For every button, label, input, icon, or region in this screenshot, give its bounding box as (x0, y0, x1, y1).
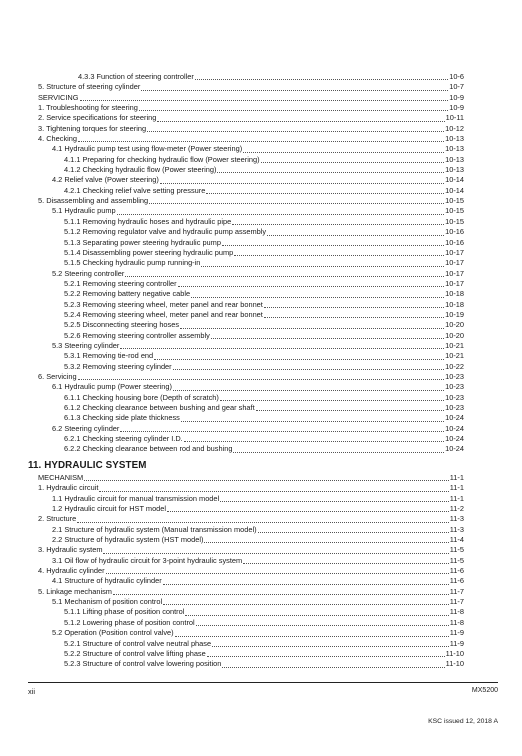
toc-entry-title: 5.2.5 Disconnecting steering hoses (64, 320, 180, 330)
toc-entry (38, 269, 464, 279)
dot-leader (233, 451, 444, 453)
toc-entry-title: 3. Tightening torques for steering (38, 123, 147, 133)
toc-entry-title: 4.1 Structure of hydraulic cylinder (52, 576, 162, 586)
dot-leader (195, 78, 448, 80)
dot-leader (78, 140, 444, 142)
toc-entry (38, 434, 464, 444)
toc-entry (38, 659, 464, 669)
toc-entry-page: 10-17 (445, 268, 464, 278)
toc-entry-title: 5.1.3 Separating power steering hydraulic pump (64, 237, 221, 247)
toc-entry-page: 10-14 (445, 185, 464, 195)
toc-entry-title: 5.3 Steering cylinder (52, 340, 120, 350)
toc-entry (38, 155, 464, 165)
toc-entry-page: 11-8 (449, 617, 464, 627)
toc-entry-page: 10-23 (445, 371, 464, 381)
toc-entry-page: 10-11 (445, 113, 464, 123)
dot-leader (211, 337, 444, 339)
toc-entry (38, 525, 464, 535)
toc-entry-title: 4. Checking (38, 134, 78, 144)
toc-entry-title: 5.2.2 Removing battery negative cable (64, 289, 191, 299)
toc-entry-page: 10-15 (445, 206, 464, 216)
toc-entry (38, 514, 464, 524)
toc-entry-page: 11-6 (449, 576, 464, 586)
dot-leader (173, 368, 444, 370)
toc-entry-page: 10-12 (445, 123, 464, 133)
dot-leader (243, 562, 449, 564)
toc-entry-title: 4. Hydraulic cylinder (38, 566, 105, 576)
toc-entry-title: 2. Service specifications for steering (38, 113, 157, 123)
toc-entry (38, 258, 464, 268)
toc-entry-page: 11-9 (449, 638, 464, 648)
dot-leader (80, 99, 449, 101)
toc-entry-title: 5.3.2 Removing steering cylinder (64, 361, 172, 371)
dot-leader (139, 109, 448, 111)
toc-entry-page: 10-13 (445, 154, 464, 164)
toc-entry-title: 4.1.2 Checking hydraulic flow (Power steering) (64, 165, 217, 175)
toc-entry-title: 2.1 Structure of hydraulic system (Manual transmission model) (52, 524, 257, 534)
footer-issue-info: KSC issued 12, 2018 A (428, 718, 498, 725)
toc-entry-title: 6.2.2 Checking clearance between rod and bushing (64, 444, 233, 454)
toc-entry (38, 424, 464, 434)
toc-entry-page: 10-14 (445, 175, 464, 185)
dot-leader (217, 171, 444, 173)
dot-leader (141, 89, 448, 91)
toc-entry (38, 382, 464, 392)
toc-entry-page: 11-8 (449, 607, 464, 617)
toc-entry-title: 5.1.2 Lowering phase of position control (64, 617, 195, 627)
dot-leader (117, 213, 444, 215)
toc-entry-page: 11-7 (449, 586, 464, 596)
dot-leader (167, 510, 449, 512)
toc-entry-title: 5.1.5 Checking hydraulic pump running-in (64, 258, 201, 268)
toc-entry-title: 5.1.4 Disassembling power steering hydraulic pump (64, 247, 234, 257)
dot-leader (163, 603, 449, 605)
toc-entry-title: 1.2 Hydraulic circuit for HST model (52, 504, 167, 514)
toc-entry (38, 289, 464, 299)
toc-entry (38, 649, 464, 659)
toc-entry (38, 483, 464, 493)
toc-entry (38, 279, 464, 289)
toc-entry (38, 504, 464, 514)
dot-leader (84, 479, 449, 481)
toc-entry (38, 413, 464, 423)
toc-entry-page: 10-16 (445, 237, 464, 247)
toc-entry (38, 618, 464, 628)
toc-entry-title: 5.1.1 Lifting phase of position control (64, 607, 185, 617)
toc-entry (38, 494, 464, 504)
toc-entry-title: 4.1.1 Preparing for checking hydraulic flow (Power steering) (64, 154, 260, 164)
toc-entry-page: 10-15 (445, 216, 464, 226)
dot-leader (157, 120, 444, 122)
footer-divider (28, 682, 498, 683)
toc-entry (38, 248, 464, 258)
toc-entry-title: 5.2 Steering controller (52, 268, 125, 278)
dot-leader (160, 182, 444, 184)
dot-leader (232, 223, 444, 225)
toc-entry-page: 10-17 (445, 247, 464, 257)
toc-entry-title: 1.1 Hydraulic circuit for manual transmission model (52, 493, 220, 503)
toc-entry-title: 5.2 Operation (Position control valve) (52, 628, 174, 638)
toc-entry-page: 10-22 (445, 361, 464, 371)
toc-entry (38, 587, 464, 597)
toc-entry (38, 103, 464, 113)
toc-entry (38, 196, 464, 206)
section-heading: 11. HYDRAULIC SYSTEM (28, 460, 147, 471)
dot-leader (180, 327, 444, 329)
toc-entry-page: 10-18 (445, 289, 464, 299)
dot-leader (178, 285, 445, 287)
dot-leader (267, 234, 444, 236)
toc-entry-page: 10-23 (445, 392, 464, 402)
toc-entry-title: 6.1.3 Checking side plate thickness (64, 413, 180, 423)
toc-entry-title: 6.2.1 Checking steering cylinder I.D. (64, 434, 183, 444)
toc-entry-title: SERVICING (38, 92, 79, 102)
dot-leader (256, 409, 444, 411)
footer-model: MX5200 (471, 687, 498, 694)
dot-leader (99, 490, 448, 492)
toc-entry (38, 362, 464, 372)
toc-entry-title: 4.2.1 Checking relief valve setting pressure (64, 185, 206, 195)
dot-leader (222, 666, 444, 668)
toc-entry-page: 11-6 (449, 566, 464, 576)
toc-entry-title: 5.2.1 Removing steering controller (64, 278, 177, 288)
toc-entry-title: 5.1 Mechanism of position control (52, 597, 163, 607)
dot-leader (207, 655, 445, 657)
toc-entry-page: 10-19 (445, 309, 464, 319)
toc-entry (38, 227, 464, 237)
dot-leader (258, 531, 449, 533)
toc-entry-page: 11-1 (449, 473, 464, 482)
toc-entry-page: 10-24 (445, 434, 464, 444)
toc-entry (38, 186, 464, 196)
toc-entry-page: 10-21 (445, 340, 464, 350)
toc-entry-page: 10-24 (445, 444, 464, 454)
dot-leader (154, 358, 444, 360)
toc-list-steering (38, 72, 464, 455)
toc-entry (38, 300, 464, 310)
toc-entry (38, 217, 464, 227)
toc-entry (38, 597, 464, 607)
dot-leader (106, 572, 449, 574)
toc-entry-page: 10-23 (445, 382, 464, 392)
dot-leader (222, 244, 444, 246)
toc-entry-title: 5.2.1 Structure of control valve neutral phase (64, 638, 212, 648)
toc-entry-title: 1. Hydraulic circuit (38, 483, 99, 493)
toc-entry-title: 5.3.1 Removing tie-rod end (64, 351, 154, 361)
toc-entry-title: 6.1 Hydraulic pump (Power steering) (52, 382, 172, 392)
toc-entry-page: 10-7 (449, 82, 464, 92)
dot-leader (184, 440, 444, 442)
toc-entry-title: 1. Troubleshooting for steering (38, 103, 138, 113)
dot-leader (243, 151, 444, 153)
dot-leader (220, 500, 449, 502)
toc-entry (38, 175, 464, 185)
toc-entry-title: 6.1.2 Checking clearance between bushing and gear shaft (64, 403, 255, 412)
dot-leader (234, 254, 444, 256)
toc-entry (38, 206, 464, 216)
toc-entry-page: 10-16 (445, 227, 464, 237)
dot-leader (196, 624, 449, 626)
toc-entry (38, 72, 464, 82)
dot-leader (264, 316, 444, 318)
toc-entry (38, 545, 464, 555)
toc-entry-page: 11-1 (449, 483, 464, 493)
toc-entry (38, 535, 464, 545)
toc-entry-page: 11-4 (449, 535, 464, 545)
toc-entry-title: 5.2.2 Structure of control valve lifting phase (64, 648, 206, 658)
toc-entry (38, 165, 464, 175)
toc-entry-title: 6.2 Steering cylinder (52, 423, 120, 433)
toc-entry-page: 10-13 (445, 144, 464, 154)
toc-entry-title: 6.1.1 Checking housing bore (Depth of scratch) (64, 392, 219, 402)
toc-entry-title: 4.1 Hydraulic pump test using flow-meter (Power steering) (52, 144, 243, 154)
toc-entry (38, 341, 464, 351)
toc-entry-title: 4.2 Relief valve (Power steering) (52, 175, 159, 185)
dot-leader (201, 265, 444, 267)
toc-entry-title: 5.1.2 Removing regulator valve and hydraulic pump assembly (64, 227, 267, 237)
dot-leader (147, 130, 444, 132)
toc-entry-title: MECHANISM (38, 473, 84, 482)
dot-leader (149, 202, 444, 204)
toc-entry-page: 11-5 (449, 555, 464, 565)
toc-entry-title: 4.3.3 Function of steering controller (78, 72, 194, 81)
toc-entry-page: 10-15 (445, 196, 464, 206)
toc-entry-title: 2. Structure (38, 514, 77, 524)
toc-entry-title: 5. Structure of steering cylinder (38, 82, 141, 92)
toc-entry (38, 403, 464, 413)
dot-leader (175, 635, 449, 637)
toc-entry (38, 351, 464, 361)
dot-leader (220, 399, 444, 401)
toc-entry (38, 310, 464, 320)
toc-entry (38, 473, 464, 483)
toc-entry-page: 11-2 (449, 504, 464, 514)
toc-entry-page: 10-18 (445, 299, 464, 309)
toc-entry-title: 5. Disassembling and assembling (38, 196, 149, 206)
toc-entry (38, 393, 464, 403)
dot-leader (206, 192, 444, 194)
toc-entry (38, 639, 464, 649)
toc-entry-page: 11-3 (449, 514, 464, 524)
dot-leader (103, 552, 448, 554)
dot-leader (78, 378, 444, 380)
toc-entry-page: 10-20 (445, 320, 464, 330)
toc-entry-title: 2.2 Structure of hydraulic system (HST model) (52, 535, 204, 545)
toc-entry-title: 3.1 Oil flow of hydraulic circuit for 3-point hydraulic system (52, 555, 243, 565)
toc-entry-page: 10-24 (445, 413, 464, 423)
toc-entry (38, 93, 464, 103)
toc-entry-page: 10-13 (445, 165, 464, 175)
toc-entry (38, 576, 464, 586)
toc-entry-page: 11-7 (449, 597, 464, 607)
dot-leader (163, 583, 449, 585)
toc-entry (38, 113, 464, 123)
dot-leader (77, 521, 449, 523)
toc-entry-page: 10-21 (445, 351, 464, 361)
toc-entry-title: 5. Linkage mechanism (38, 586, 112, 596)
toc-entry (38, 566, 464, 576)
toc-entry-page: 11-3 (449, 524, 464, 534)
toc-entry (38, 372, 464, 382)
dot-leader (212, 645, 449, 647)
toc-entry (38, 444, 464, 454)
toc-entry-page: 10-9 (449, 103, 464, 113)
toc-entry-title: 6. Servicing (38, 371, 77, 381)
footer-page-number: xii (28, 687, 35, 696)
toc-entry-page: 11-1 (449, 493, 464, 503)
toc-entry-page: 10-13 (445, 134, 464, 144)
dot-leader (125, 275, 444, 277)
toc-entry-title: 5.2.6 Removing steering controller assembly (64, 330, 210, 340)
toc-entry (38, 556, 464, 566)
toc-entry-page: 11-5 (449, 545, 464, 555)
toc-entry-title: 5.2.3 Structure of control valve lowering position (64, 659, 222, 669)
dot-leader (185, 614, 448, 616)
dot-leader (120, 347, 444, 349)
toc-entry (38, 320, 464, 330)
toc-entry-page: 10-24 (445, 423, 464, 433)
dot-leader (191, 296, 444, 298)
toc-entry-page: 10-17 (445, 258, 464, 268)
toc-entry-title: 5.2.3 Removing steering wheel, meter panel and rear bonnet (64, 299, 263, 309)
toc-entry-title: 5.1 Hydraulic pump (52, 206, 116, 216)
toc-entry-page: 11-9 (449, 628, 464, 638)
toc-entry (38, 144, 464, 154)
toc-entry-title: 5.2.4 Removing steering wheel, meter panel and rear bonnet (64, 309, 263, 319)
toc-entry-page: 11-10 (445, 648, 464, 658)
dot-leader (264, 306, 444, 308)
dot-leader (120, 430, 444, 432)
toc-entry (38, 331, 464, 341)
dot-leader (181, 420, 444, 422)
dot-leader (113, 593, 449, 595)
toc-entry (38, 238, 464, 248)
toc-list-hydraulic (38, 473, 464, 670)
toc-entry-page: 10-9 (449, 92, 464, 102)
toc-entry (38, 82, 464, 92)
toc-entry-page: 10-23 (445, 403, 464, 412)
toc-entry-page: 10-6 (449, 72, 464, 81)
toc-entry-title: 5.1.1 Removing hydraulic hoses and hydraulic pipe (64, 216, 232, 226)
toc-entry-page: 11-10 (445, 659, 464, 669)
toc-entry-page: 10-20 (445, 330, 464, 340)
toc-entry (38, 134, 464, 144)
toc-entry (38, 628, 464, 638)
toc-entry (38, 607, 464, 617)
dot-leader (173, 389, 444, 391)
toc-entry-title: 3. Hydraulic system (38, 545, 103, 555)
toc-entry (38, 124, 464, 134)
dot-leader (261, 161, 445, 163)
dot-leader (204, 541, 448, 543)
toc-entry-page: 10-17 (445, 278, 464, 288)
